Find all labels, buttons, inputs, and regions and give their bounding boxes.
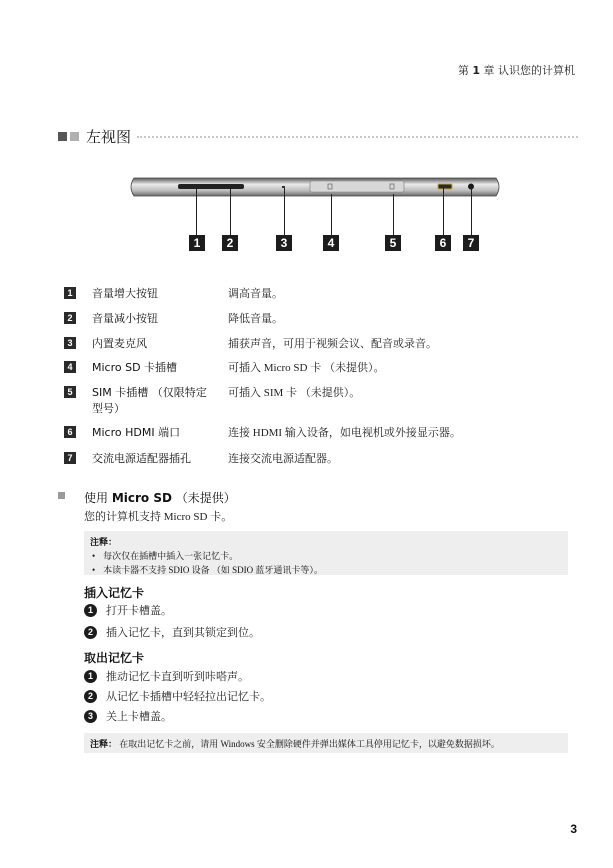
note-heading: 注释： [90, 537, 118, 547]
part-row [64, 425, 461, 441]
callout-3: 3 [276, 235, 292, 251]
part-number: 5 [64, 386, 76, 398]
chapter-prefix: 第 [457, 64, 469, 77]
section-marker-light-icon [70, 132, 79, 141]
part-number: 1 [64, 287, 76, 299]
callout-2: 2 [222, 235, 238, 251]
note-heading: 注释： [90, 739, 118, 749]
callout-line-4 [331, 194, 332, 235]
callout-6: 6 [435, 235, 451, 251]
part-name: Micro SD 卡插槽 [92, 361, 178, 374]
part-desc: 调高音量。 [228, 288, 283, 300]
remove-card-heading: 取出记忆卡 [84, 651, 145, 665]
part-row [64, 451, 338, 467]
microsd-title [84, 489, 236, 506]
note-box [84, 531, 568, 575]
part-row [64, 385, 360, 417]
callout-line-7 [471, 188, 472, 235]
part-number: 4 [64, 361, 76, 373]
part-desc: 捕获声音，可用于视频会议、配音或录音。 [228, 338, 437, 350]
step-number: 2 [84, 690, 97, 703]
note-item [90, 563, 562, 576]
callout-line-6 [443, 188, 444, 235]
note-item [90, 549, 562, 562]
step-text: 关上卡槽盖。 [106, 711, 172, 723]
section-marker-dark-icon [58, 132, 67, 141]
microsd-title-prefix: 使用 [84, 491, 109, 505]
step-item [84, 624, 260, 640]
step-text: 插入记忆卡，直到其锁定到位。 [106, 627, 260, 639]
step-number: 1 [84, 604, 97, 617]
callout-5: 5 [385, 235, 401, 251]
part-desc: 连接 HDMI 输入设备，如电视机或外接显示器。 [228, 427, 461, 439]
section-rule [137, 136, 578, 138]
callout-1: 1 [189, 235, 205, 251]
step-number: 3 [84, 710, 97, 723]
part-desc: 可插入 SIM 卡 （未提供）。 [228, 387, 361, 399]
section-title: 左视图 [86, 127, 132, 146]
part-name: 内置麦克风 [92, 337, 147, 350]
part-row [64, 360, 384, 376]
part-number: 2 [64, 312, 76, 324]
part-number: 7 [64, 452, 76, 464]
step-item [84, 668, 249, 684]
part-name: 交流电源适配器插孔 [92, 452, 191, 465]
step-text: 推动记忆卡直到听到咔嗒声。 [106, 671, 249, 683]
callout-line-2 [230, 188, 231, 235]
insert-card-heading: 插入记忆卡 [84, 586, 145, 600]
part-row [64, 336, 437, 352]
part-name-line2: 型号） [92, 402, 125, 415]
part-name: 音量减小按钮 [92, 312, 158, 325]
callout-line-1 [196, 188, 197, 235]
note-item-text: 每次仅在插槽中插入一张记忆卡。 [103, 551, 239, 561]
page-number: 3 [570, 822, 577, 836]
step-number: 1 [84, 670, 97, 683]
section-heading [58, 126, 578, 146]
part-name: Micro HDMI 端口 [92, 426, 181, 439]
step-text: 打开卡槽盖。 [106, 605, 172, 617]
part-desc: 连接交流电源适配器。 [228, 453, 338, 465]
part-row [64, 311, 283, 327]
part-number: 6 [64, 426, 76, 438]
callout-4: 4 [323, 235, 339, 251]
step-item [84, 602, 172, 618]
step-text: 从记忆卡插槽中轻轻拉出记忆卡。 [106, 691, 271, 703]
chapter-header [458, 62, 575, 78]
note-text: 在取出记忆卡之前，请用 Windows 安全删除硬件并弹出媒体工具停用记忆卡，以避免数据损坏。 [119, 739, 500, 749]
part-name [92, 385, 220, 417]
part-number: 3 [64, 337, 76, 349]
microsd-title-bold: Micro SD [111, 491, 172, 505]
microsd-desc: 您的计算机支持 Micro SD 卡。 [84, 511, 233, 523]
tablet-left-side-illustration [128, 176, 502, 198]
callout-7: 7 [463, 235, 479, 251]
bullet-icon: • [92, 564, 96, 575]
part-desc: 可插入 Micro SD 卡 （未提供）。 [228, 362, 385, 374]
step-item [84, 708, 172, 724]
chapter-title: 章 认识您的计算机 [483, 64, 575, 77]
part-row [64, 286, 283, 302]
part-name-line1: SIM 卡插槽 （仅限特定 [92, 386, 207, 399]
callout-line-5 [393, 194, 394, 235]
chapter-number: 1 [472, 64, 480, 77]
part-name: 音量增大按钮 [92, 287, 158, 300]
note-item-text: 本读卡器不支持 SDIO 设备 （如 SDIO 蓝牙通讯卡等）。 [103, 565, 323, 575]
microsd-title-suffix: （未提供） [175, 491, 236, 505]
note-box [84, 733, 568, 753]
step-item [84, 688, 271, 704]
subsection-bullet-icon [58, 492, 65, 499]
part-desc: 降低音量。 [228, 313, 283, 325]
bullet-icon: • [92, 550, 96, 561]
step-number: 2 [84, 626, 97, 639]
callout-line-3 [284, 188, 285, 235]
